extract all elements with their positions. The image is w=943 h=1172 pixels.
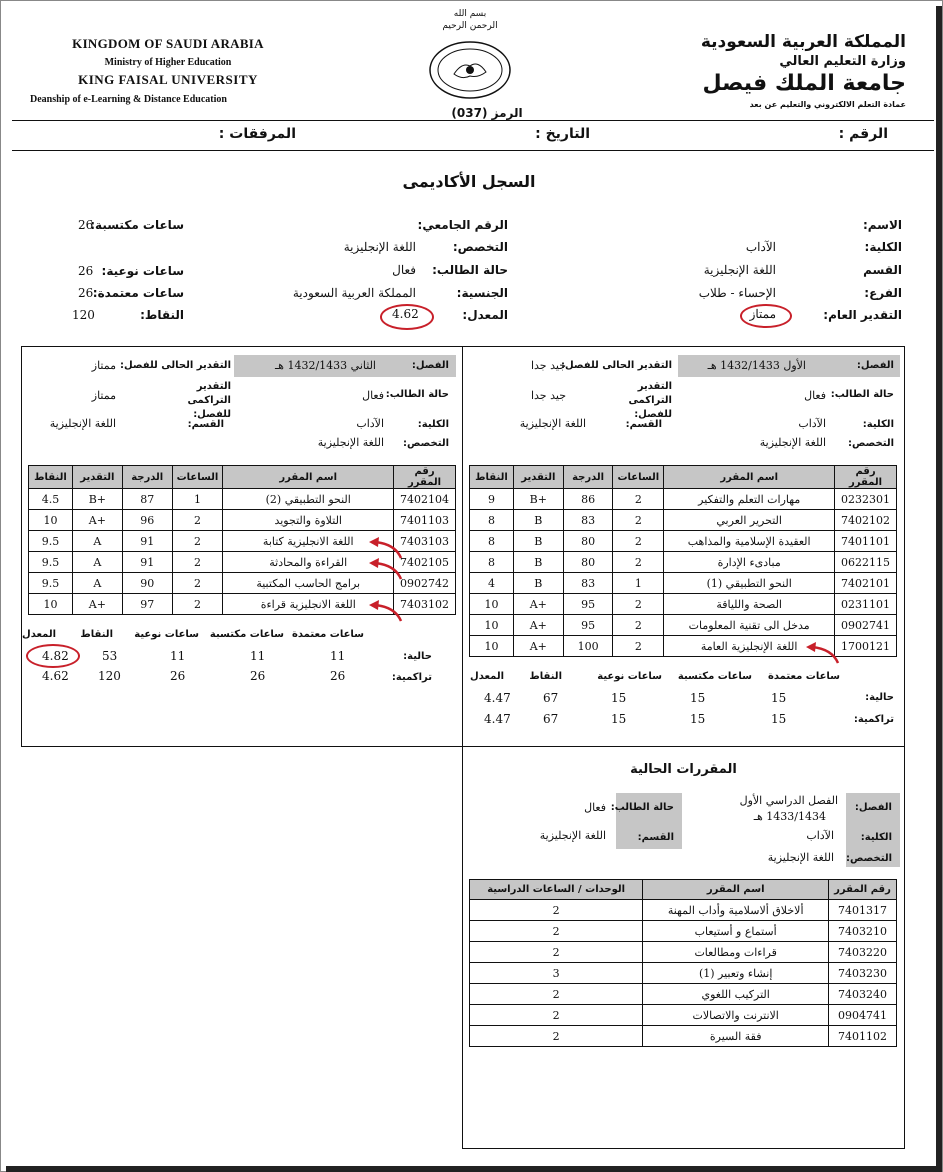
sem1-current-grade-value: جيد جدا — [530, 359, 566, 372]
divider — [12, 120, 934, 121]
table-cell: B — [513, 531, 563, 552]
table-cell: 7402102 — [835, 510, 897, 531]
name-label: الاسم: — [862, 218, 902, 232]
college-label: الكلية: — [864, 240, 902, 254]
table-cell: 83 — [563, 510, 613, 531]
total-col-header: ساعات نوعية — [134, 629, 199, 640]
divider — [12, 150, 934, 151]
current-status-label: حالة الطالب: — [610, 802, 674, 813]
current-college-value: الآداب — [806, 829, 834, 842]
current-courses-title: المقررات الحالية — [630, 762, 737, 777]
basmala: بسم الله الرحمن الرحيم — [442, 9, 498, 31]
header-en-line: KINGDOM OF SAUDI ARABIA — [72, 36, 264, 51]
sem2-cur-earned: 11 — [250, 649, 266, 663]
table-cell: 87 — [122, 489, 172, 510]
current-college-label: الكلية: — [860, 832, 892, 843]
table-row — [470, 594, 897, 615]
table-cell: 2 — [613, 615, 664, 636]
sem2-cum-earned: 26 — [250, 669, 266, 683]
header-ar-line: جامعة الملك فيصل — [702, 71, 906, 96]
current-row-label: حالية: — [865, 692, 894, 703]
annotation-arrow-icon — [365, 557, 411, 581]
sem1-cur-approved: 15 — [771, 691, 787, 705]
table-cell: 9.5 — [29, 573, 73, 594]
branch-value: الإحساء - طلاب — [698, 286, 776, 300]
table-cell: 2 — [470, 984, 643, 1005]
sem1-dept-value: اللغة الإنجليزية — [519, 417, 586, 430]
table-cell: الانترنت والاتصالات — [643, 1005, 829, 1026]
table-cell: 7403230 — [829, 963, 897, 984]
sem2-term-label: الفصل: — [411, 360, 449, 371]
table-cell: فقة السيرة — [643, 1026, 829, 1047]
table-cell: النحو التطبيقي (1) — [664, 573, 835, 594]
col-header: اسم المقرر — [643, 880, 829, 900]
header-en-line: KING FAISAL UNIVERSITY — [78, 72, 258, 87]
quality-hours-label: ساعات نوعية: — [101, 264, 184, 278]
sem1-grades-table — [469, 465, 897, 657]
table-cell: 7401317 — [829, 900, 897, 921]
table-cell: 1700121 — [835, 636, 897, 657]
table-cell: العقيدة الإسلامية والمذاهب — [664, 531, 835, 552]
current-status-value: فعال — [584, 801, 606, 814]
table-cell: 7401103 — [394, 510, 456, 531]
table-cell: A — [72, 552, 122, 573]
table-cell: 0904741 — [829, 1005, 897, 1026]
sem1-cumulative-grade-value: جيد جدا — [530, 389, 566, 402]
sem2-cum-approved: 26 — [330, 669, 346, 683]
table-cell: 10 — [470, 594, 514, 615]
header-en-line: Deanship of e-Learning & Distance Education — [30, 94, 227, 105]
table-cell: 2 — [613, 636, 664, 657]
table-cell: 10 — [29, 510, 73, 531]
col-header: الدرجة — [563, 466, 613, 489]
sem2-cur-approved: 11 — [330, 649, 346, 663]
sem1-status-label: حالة الطالب: — [830, 389, 894, 400]
table-cell: 1 — [613, 573, 664, 594]
table-cell: 2 — [470, 1026, 643, 1047]
table-row — [470, 552, 897, 573]
overall-grade-value: ممتاز — [749, 307, 776, 321]
table-cell: 8 — [470, 552, 514, 573]
overall-grade-label: التقدير العام: — [823, 308, 902, 322]
sem2-major-value: اللغة الإنجليزية — [317, 436, 384, 449]
col-header: الساعات — [172, 466, 223, 489]
sem2-term-value: الثاني 1432/1433 هـ — [274, 359, 376, 372]
points-label: النقاط: — [140, 308, 184, 322]
sem2-cumulative-grade-label: التقدير التراكمى للفصل: — [187, 381, 231, 420]
table-cell: 80 — [563, 552, 613, 573]
gpa-label: المعدل: — [462, 308, 508, 322]
table-cell: 95 — [563, 594, 613, 615]
table-cell: A+ — [513, 594, 563, 615]
quality-hours-value: 26 — [78, 264, 94, 278]
branch-label: الفرع: — [864, 286, 902, 300]
sem1-dept-label: القسم: — [625, 419, 662, 430]
status-value: فعال — [392, 263, 416, 277]
table-cell: اللغة الانجليزية كتابة — [223, 531, 394, 552]
table-cell: 2 — [613, 510, 664, 531]
table-cell: A+ — [513, 615, 563, 636]
table-cell: B — [513, 552, 563, 573]
gpa-value: 4.62 — [392, 307, 419, 321]
header-arabic — [676, 32, 906, 109]
table-cell: 7401101 — [835, 531, 897, 552]
table-cell: 0902742 — [394, 573, 456, 594]
sem1-college-label: الكلية: — [862, 419, 894, 430]
header-en-line: Ministry of Higher Education — [104, 57, 232, 68]
transcript-document — [2, 2, 936, 1166]
current-major-label: التخصص: — [846, 853, 892, 864]
total-col-header: المعدل — [470, 671, 504, 682]
table-cell: 7402104 — [394, 489, 456, 510]
sem1-major-label: التخصص: — [848, 438, 894, 449]
current-term-value: الفصل الدراسي الأول — [739, 794, 838, 807]
table-cell: 80 — [563, 531, 613, 552]
student-id-label: الرقم الجامعي: — [417, 218, 508, 232]
table-cell: 2 — [613, 594, 664, 615]
table-cell: 9.5 — [29, 552, 73, 573]
table-cell: 2 — [172, 552, 223, 573]
sem2-college-label: الكلية: — [417, 419, 449, 430]
table-row — [470, 984, 897, 1005]
table-cell: اللغة الانجليزية قراءة — [223, 594, 394, 615]
header-english — [18, 36, 318, 105]
table-cell: اللغة الإنجليزية العامة — [664, 636, 835, 657]
earned-hours-label: ساعات مكتسبة: — [90, 218, 184, 232]
table-row — [470, 942, 897, 963]
status-label: حالة الطالب: — [432, 263, 508, 277]
table-cell: 7402105 — [394, 552, 456, 573]
table-cell: الصحة واللياقة — [664, 594, 835, 615]
table-cell: 97 — [122, 594, 172, 615]
sem2-cum-gpa: 4.62 — [42, 669, 69, 683]
table-cell: A — [72, 573, 122, 594]
table-cell: التحرير العربي — [664, 510, 835, 531]
table-cell: 2 — [470, 1005, 643, 1026]
cumulative-row-label: تراكمية: — [391, 672, 432, 683]
total-col-header: المعدل — [22, 629, 56, 640]
sem1-college-value: الآداب — [798, 417, 826, 430]
header-ar-line: المملكة العربية السعودية — [700, 32, 906, 52]
table-cell: مهارات التعلم والتفكير — [664, 489, 835, 510]
page-shadow — [6, 1166, 942, 1172]
sem1-cum-quality: 15 — [611, 712, 627, 726]
total-col-header: ساعات مكتسبة — [209, 629, 284, 640]
table-cell: 7402101 — [835, 573, 897, 594]
table-cell: 7403220 — [829, 942, 897, 963]
table-row — [470, 900, 897, 921]
current-courses-table — [469, 879, 897, 1047]
highlight-circle — [740, 304, 792, 328]
table-cell: 9 — [470, 489, 514, 510]
table-cell: B+ — [513, 489, 563, 510]
total-col-header: النقاط — [80, 629, 113, 640]
sem1-cur-quality: 15 — [611, 691, 627, 705]
annotation-arrow-icon — [365, 599, 411, 623]
table-cell: التركيب اللغوي — [643, 984, 829, 1005]
table-cell: 9.5 — [29, 531, 73, 552]
table-cell: 7403210 — [829, 921, 897, 942]
table-cell: القراءة والمحادثة — [223, 552, 394, 573]
major-label: التخصص: — [452, 240, 508, 254]
sem2-cur-gpa: 4.82 — [42, 649, 69, 663]
table-cell: برامج الحاسب المكتبية — [223, 573, 394, 594]
sem1-cur-earned: 15 — [690, 691, 706, 705]
current-row-label: حالية: — [403, 651, 432, 662]
sem2-current-grade-label: التقدير الحالى للفصل: — [119, 360, 231, 371]
table-cell: ألاخلاق ألاسلامية وأداب المهنة — [643, 900, 829, 921]
sem1-cum-approved: 15 — [771, 712, 787, 726]
table-cell: 10 — [470, 615, 514, 636]
sem1-cur-gpa: 4.47 — [484, 691, 511, 705]
col-header: النقاط — [470, 466, 514, 489]
table-cell: 91 — [122, 552, 172, 573]
table-cell: 90 — [122, 573, 172, 594]
sem2-status-label: حالة الطالب: — [385, 389, 449, 400]
sem1-cur-points: 67 — [543, 691, 559, 705]
table-cell: 2 — [613, 552, 664, 573]
page-title: السجل الأكاديمى — [402, 172, 536, 191]
table-cell: 7403103 — [394, 531, 456, 552]
sem1-cum-earned: 15 — [690, 712, 706, 726]
table-row — [470, 510, 897, 531]
sem2-cur-quality: 11 — [170, 649, 186, 663]
date-label: التاريخ : — [535, 126, 590, 142]
table-row — [470, 615, 897, 636]
table-cell: 10 — [29, 594, 73, 615]
table-cell: 7403102 — [394, 594, 456, 615]
highlight-circle — [380, 304, 434, 330]
sem1-major-value: اللغة الإنجليزية — [759, 436, 826, 449]
attachments-label: المرفقات : — [218, 126, 296, 142]
table-cell: مدخل الى تقنية المعلومات — [664, 615, 835, 636]
dept-value: اللغة الإنجليزية — [703, 263, 776, 277]
sem1-status-value: فعال — [804, 389, 826, 402]
col-header: رقم المقرر — [829, 880, 897, 900]
table-cell: 95 — [563, 615, 613, 636]
col-header: التقدير — [513, 466, 563, 489]
sem2-dept-label: القسم: — [187, 419, 224, 430]
current-dept-label: القسم: — [637, 832, 674, 843]
table-cell: 2 — [613, 489, 664, 510]
col-header: التقدير — [72, 466, 122, 489]
total-col-header: ساعات مكتسبة — [677, 671, 752, 682]
current-major-value: اللغة الإنجليزية — [767, 851, 834, 864]
current-dept-value: اللغة الإنجليزية — [539, 829, 606, 842]
sem2-major-label: التخصص: — [403, 438, 449, 449]
table-row — [470, 531, 897, 552]
table-cell: B — [513, 510, 563, 531]
table-row — [470, 489, 897, 510]
total-col-header: ساعات معتمدة — [291, 629, 364, 640]
table-cell: 3 — [470, 963, 643, 984]
sem2-cum-quality: 26 — [170, 669, 186, 683]
table-row — [470, 1005, 897, 1026]
table-cell: 91 — [122, 531, 172, 552]
code-number: الرمز (037) — [451, 106, 523, 120]
table-cell: 2 — [470, 900, 643, 921]
table-cell: 7403240 — [829, 984, 897, 1005]
table-cell: 1 — [172, 489, 223, 510]
table-cell: 2 — [172, 531, 223, 552]
col-header: النقاط — [29, 466, 73, 489]
table-cell: أستماع و أستيعاب — [643, 921, 829, 942]
total-col-header: ساعات نوعية — [597, 671, 662, 682]
annotation-arrow-icon — [802, 641, 848, 665]
table-row — [470, 921, 897, 942]
col-header: رقم المقرر — [394, 466, 456, 489]
table-cell: B — [513, 573, 563, 594]
table-cell: 2 — [172, 510, 223, 531]
table-cell: 0232301 — [835, 489, 897, 510]
table-row — [470, 573, 897, 594]
sem2-cumulative-grade-value: ممتاز — [91, 389, 116, 402]
sem1-cumulative-grade-label: التقدير التراكمى للفصل: — [628, 381, 672, 420]
table-cell: مبادىء الإدارة — [664, 552, 835, 573]
sem2-dept-value: اللغة الإنجليزية — [49, 417, 116, 430]
sem2-status-value: فعال — [362, 389, 384, 402]
table-cell: A+ — [72, 510, 122, 531]
table-cell: إنشاء وتعبير (1) — [643, 963, 829, 984]
table-cell: النحو التطبيقي (2) — [223, 489, 394, 510]
sem1-current-grade-label: التقدير الحالى للفصل: — [560, 360, 672, 371]
sem2-current-grade-value: ممتاز — [91, 359, 116, 372]
header-ar-line: عمادة التعلم الالكتروني والتعليم عن بعد — [749, 100, 906, 109]
table-row — [470, 1026, 897, 1047]
approved-hours-value: 26 — [78, 286, 94, 300]
table-cell: 4.5 — [29, 489, 73, 510]
col-header: الدرجة — [122, 466, 172, 489]
table-cell: A — [72, 531, 122, 552]
col-header: رقم المقرر — [835, 466, 897, 489]
sem1-term-label: الفصل: — [856, 360, 894, 371]
total-col-header: النقاط — [529, 671, 562, 682]
table-cell: 0622115 — [835, 552, 897, 573]
sem2-college-value: الآداب — [356, 417, 384, 430]
table-cell: 0231101 — [835, 594, 897, 615]
dept-label: القسم — [863, 263, 902, 277]
table-cell: 2 — [613, 531, 664, 552]
sem2-cur-points: 53 — [102, 649, 118, 663]
table-cell: A+ — [513, 636, 563, 657]
table-cell: 2 — [172, 594, 223, 615]
col-header: اسم المقرر — [664, 466, 835, 489]
table-cell: 83 — [563, 573, 613, 594]
table-cell: قراءات ومطالعات — [643, 942, 829, 963]
ref-label: الرقم : — [838, 126, 888, 142]
current-term-label: الفصل: — [854, 802, 892, 813]
table-cell: 2 — [470, 921, 643, 942]
col-header: اسم المقرر — [223, 466, 394, 489]
table-row — [29, 510, 456, 531]
table-cell: 10 — [470, 636, 514, 657]
sem1-term-value: الأول 1432/1433 هـ — [707, 359, 806, 372]
earned-hours-value: 26 — [78, 218, 94, 232]
table-row — [470, 963, 897, 984]
nationality-value: المملكة العربية السعودية — [292, 286, 416, 300]
table-cell: 86 — [563, 489, 613, 510]
current-term-year: 1433/1434 هـ — [753, 810, 826, 823]
nationality-label: الجنسية: — [456, 286, 508, 300]
university-seal-icon — [428, 40, 512, 100]
table-cell: 2 — [172, 573, 223, 594]
table-cell: 7401102 — [829, 1026, 897, 1047]
col-header: الساعات — [613, 466, 664, 489]
points-value: 120 — [72, 308, 95, 322]
table-row — [29, 489, 456, 510]
major-value: اللغة الإنجليزية — [343, 240, 416, 254]
total-col-header: ساعات معتمدة — [767, 671, 840, 682]
table-cell: B+ — [72, 489, 122, 510]
cumulative-row-label: تراكمية: — [853, 714, 894, 725]
sem1-cum-points: 67 — [543, 712, 559, 726]
table-cell: 4 — [470, 573, 514, 594]
header-ar-line: وزارة التعليم العالي — [779, 54, 906, 69]
approved-hours-label: ساعات معتمدة: — [92, 286, 184, 300]
table-cell: 96 — [122, 510, 172, 531]
table-cell: A+ — [72, 594, 122, 615]
page-shadow — [936, 6, 942, 1172]
sem2-cum-points: 120 — [98, 669, 121, 683]
table-cell: 2 — [470, 942, 643, 963]
table-cell: التلاوة والتجويد — [223, 510, 394, 531]
table-cell: 8 — [470, 510, 514, 531]
sem1-cum-gpa: 4.47 — [484, 712, 511, 726]
table-cell: 8 — [470, 531, 514, 552]
highlight-circle — [26, 644, 80, 668]
table-cell: 0902741 — [835, 615, 897, 636]
table-cell: 100 — [563, 636, 613, 657]
col-header: الوحدات / الساعات الدراسية — [470, 880, 643, 900]
college-value: الآداب — [745, 240, 776, 254]
